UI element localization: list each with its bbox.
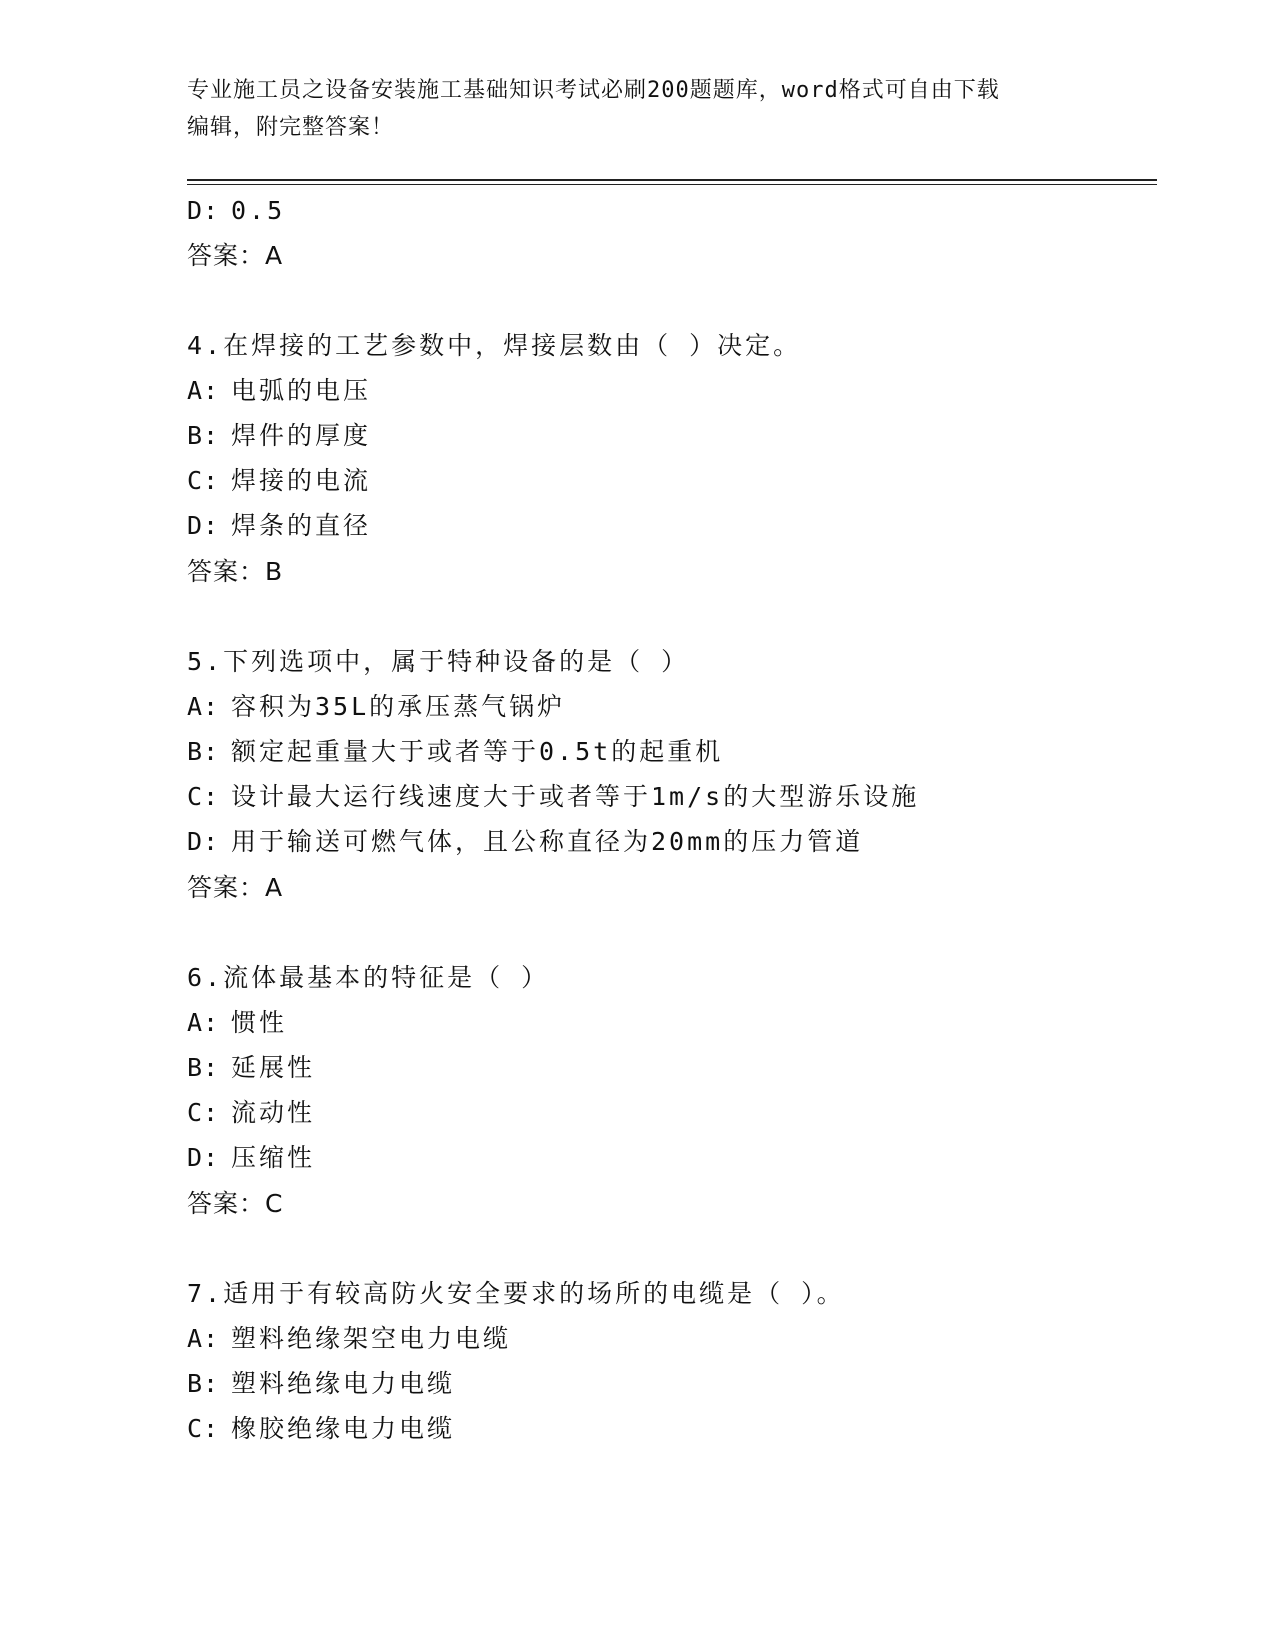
option-c bbox=[187, 1414, 455, 1444]
option-c bbox=[187, 782, 919, 812]
option-a bbox=[187, 376, 371, 406]
option-key: C: bbox=[187, 1098, 220, 1127]
option-a bbox=[187, 1008, 287, 1038]
option-text: 用于输送可燃气体，且公称直径为20mm的压力管道 bbox=[231, 827, 864, 856]
option-text: 压缩性 bbox=[231, 1143, 316, 1172]
option-b bbox=[187, 1369, 455, 1399]
option-c bbox=[187, 1098, 315, 1128]
option-key: D: bbox=[187, 1143, 220, 1172]
option-text: 额定起重量大于或者等于0.5t的起重机 bbox=[231, 737, 724, 766]
option-key: A: bbox=[187, 376, 220, 405]
option-text: 惯性 bbox=[231, 1008, 288, 1037]
option-key: B: bbox=[187, 1053, 220, 1082]
option-text: 焊件的厚度 bbox=[231, 421, 372, 450]
header-title-line-2: 编辑，附完整答案！ bbox=[187, 115, 395, 140]
option-key: C: bbox=[187, 466, 220, 495]
option-key: A: bbox=[187, 1008, 220, 1037]
option-key: B: bbox=[187, 1369, 220, 1398]
option-d bbox=[187, 196, 285, 226]
option-key: C: bbox=[187, 1414, 220, 1443]
document-header bbox=[187, 72, 1087, 146]
question-stem-4: 4.在焊接的工艺参数中，焊接层数由（ ）决定。 bbox=[187, 331, 802, 360]
option-key: A: bbox=[187, 1324, 220, 1353]
question-stem-7: 7.适用于有较高防火安全要求的场所的电缆是（ ）。 bbox=[187, 1279, 845, 1308]
header-divider-thick bbox=[187, 179, 1157, 181]
option-key: D: bbox=[187, 827, 220, 856]
option-b bbox=[187, 1053, 315, 1083]
option-key: D: bbox=[187, 196, 220, 225]
option-b bbox=[187, 737, 723, 767]
option-c bbox=[187, 466, 371, 496]
option-text: 电弧的电压 bbox=[231, 376, 372, 405]
option-b bbox=[187, 421, 371, 451]
option-text: 塑料绝缘电力电缆 bbox=[231, 1369, 456, 1398]
question-stem-6: 6.流体最基本的特征是（ ） bbox=[187, 963, 550, 992]
header-divider-thin bbox=[187, 184, 1157, 185]
option-key: B: bbox=[187, 421, 220, 450]
option-d bbox=[187, 827, 863, 857]
option-text: 0.5 bbox=[231, 196, 286, 225]
answer-line: 答案：A bbox=[187, 241, 284, 270]
question-stem-5: 5.下列选项中，属于特种设备的是（ ） bbox=[187, 647, 690, 676]
option-text: 焊条的直径 bbox=[231, 511, 372, 540]
option-key: D: bbox=[187, 511, 220, 540]
option-a bbox=[187, 692, 565, 722]
option-text: 焊接的电流 bbox=[231, 466, 372, 495]
option-a bbox=[187, 1324, 511, 1354]
answer-line: 答案：C bbox=[187, 1189, 284, 1218]
option-text: 橡胶绝缘电力电缆 bbox=[231, 1414, 456, 1443]
option-text: 延展性 bbox=[231, 1053, 316, 1082]
option-text: 塑料绝缘架空电力电缆 bbox=[231, 1324, 512, 1353]
option-text: 流动性 bbox=[231, 1098, 316, 1127]
option-d bbox=[187, 1143, 315, 1173]
option-d bbox=[187, 511, 371, 541]
answer-line: 答案：B bbox=[187, 557, 284, 586]
option-key: A: bbox=[187, 692, 220, 721]
option-key: C: bbox=[187, 782, 220, 811]
option-text: 容积为35L的承压蒸气锅炉 bbox=[231, 692, 566, 721]
option-text: 设计最大运行线速度大于或者等于1m/s的大型游乐设施 bbox=[231, 782, 920, 811]
option-key: B: bbox=[187, 737, 220, 766]
answer-line: 答案：A bbox=[187, 873, 284, 902]
header-title-line-1: 专业施工员之设备安装施工基础知识考试必刷200题题库，word格式可自由下载 bbox=[187, 78, 1000, 103]
